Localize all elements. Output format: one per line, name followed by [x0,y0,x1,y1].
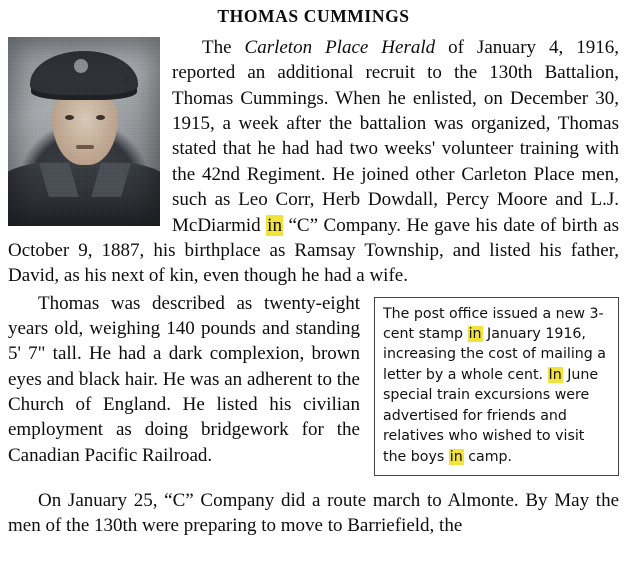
highlighted-text: in [468,326,482,343]
portrait-photograph-soldier [8,37,160,226]
paragraph-3: On January 25, “C” Company did a route march to Almonte. By May the men of the 130th were preparing to move to Barriefield, the [8,490,619,537]
paragraph-2: Thomas was described as twenty-eight years old, weighing 140 pounds and standing 5' 7" tall. He had a dark complexion, brown eyes and black hair. He was an adherent to the Church of England. He listed his civilian employment as doing bridgework for the Canadian Pacific Railroad. [8,292,360,466]
photo-vignette [8,37,160,226]
document-body [8,35,619,539]
highlighted-text: in [267,214,282,236]
italic-text: Carleton Place Herald [244,37,436,58]
page-title: THOMAS CUMMINGS [217,6,410,26]
highlighted-text: In [548,366,562,383]
highlighted-text: in [449,448,463,465]
paragraph-1: The Carleton Place Herald of January 4, 1916, reported an additional recruit to the 130th Battalion, Thomas Cummings. When he enlisted, on December 30, 1915, a week after the battalion was organized, Thomas stated that he had had two weeks' volunteer training with the 42nd Regiment. He joined other Carleton Place men, such as Leo Corr, Herb Dowdall, Percy Moore and L.J. McDiarmid in “C” Company. He gave his date of birth as October 9, 1887, his birthplace as Ramsay Township, and listed his father, David, as his next of kin, even though he had a wife. [8,37,619,287]
sidebar-note-box: The post office issued a new 3-cent stamp in January 1916, increasing the cost of mailing a letter by a whole cent. In June special train excursions were advertised for friends and relatives who wished to visit the boys in camp. [374,297,619,477]
